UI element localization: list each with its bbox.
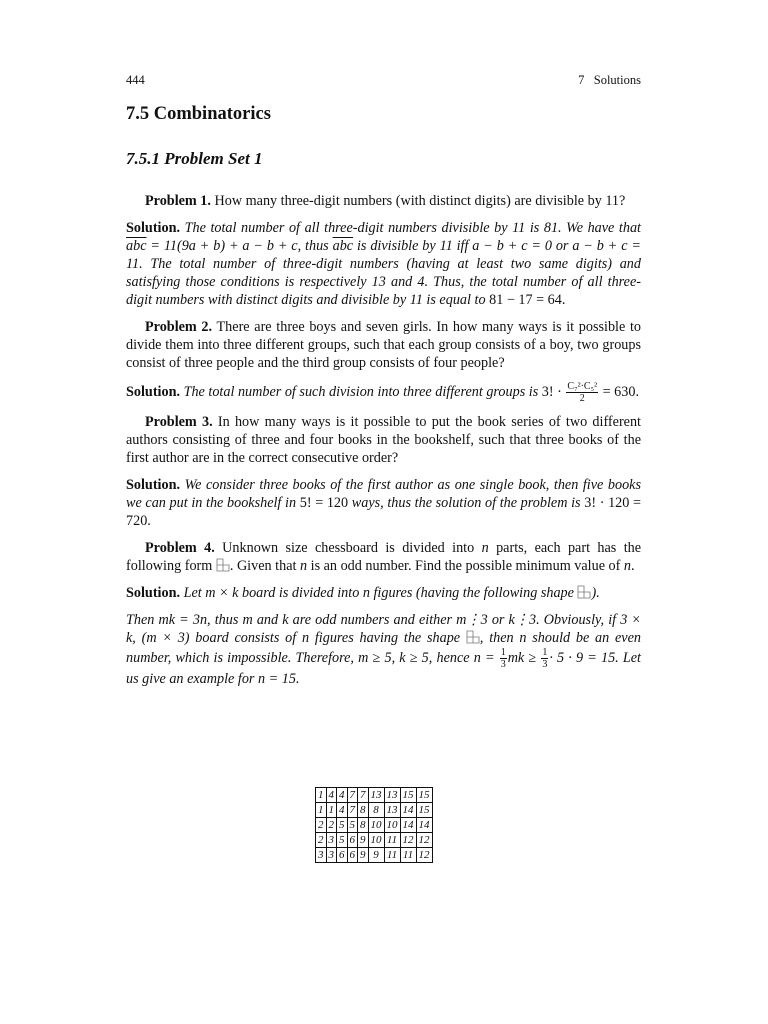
table-cell: 5	[337, 818, 348, 833]
table-cell: 1	[316, 803, 327, 818]
solution-4-text-f: · 5 · 9 = 15. Let us give an example for n = 15.	[126, 649, 641, 687]
solution-3-text-a: We consider three books of the first author as one single book, then five books we can put in the bookshelf in	[126, 477, 641, 511]
table-cell: 9	[358, 833, 369, 848]
solution-2-text-a: The total number of such division into three different groups is	[183, 383, 542, 400]
table-cell: 3	[316, 848, 327, 863]
one-third-fraction	[500, 647, 507, 670]
problem-2-text: There are three boys and seven girls. In how many ways is it possible to divide them into three different groups, such that each group consists of a boy, two groups consist of three people and the third group consists of four people?	[126, 319, 641, 371]
table-cell: 14	[400, 803, 416, 818]
table-cell: 1	[316, 788, 327, 803]
problem-4	[126, 539, 641, 575]
table-cell: 15	[400, 788, 416, 803]
fraction-denominator: 3	[542, 659, 548, 670]
table-cell: 10	[368, 818, 384, 833]
table-cell: 14	[416, 818, 432, 833]
fraction-denominator: 2	[579, 393, 585, 404]
solution-4-text-d: , then n should be an even number, which is impossible. Therefore, m ≥ 5, k ≥ 5, hence n =	[126, 630, 641, 666]
table-row	[316, 833, 433, 848]
running-head	[126, 73, 641, 88]
problem-3-label: Problem 3.	[145, 414, 213, 430]
table-cell: 2	[316, 833, 327, 848]
one-third-fraction	[541, 647, 548, 670]
table-cell: 6	[347, 833, 358, 848]
solution-2-factorial: 3! ·	[541, 383, 562, 400]
solution-4-text-e: mk ≥	[507, 649, 541, 666]
solution-3-factorial: 5! = 120	[299, 495, 349, 511]
solution-3-label: Solution.	[126, 477, 181, 493]
solution-4-text-a: Let m × k board is divided into n figures (having the following shape	[183, 585, 578, 601]
table-cell: 2	[326, 818, 337, 833]
problem-4-text-a: Unknown size chessboard is divided into	[222, 540, 482, 556]
problem-4-text-e: .	[631, 558, 635, 574]
table-row	[316, 803, 433, 818]
solution-1	[126, 219, 641, 309]
table-row	[316, 848, 433, 863]
solution-4-text-b: ).	[591, 585, 600, 601]
table-cell: 4	[337, 788, 348, 803]
solution-2	[126, 381, 641, 404]
body-text	[126, 192, 641, 697]
table-cell: 2	[316, 818, 327, 833]
solution-1-label: Solution.	[126, 220, 181, 236]
solution-4-text-c: Then mk = 3n, thus m and k are odd numbers and either m⋮3 or k⋮3. Obviously, if 3 × k, (m × 3) board consists of n figures having the shape	[126, 612, 641, 646]
table-cell: 7	[347, 803, 358, 818]
l-tromino-shape-icon	[577, 585, 591, 599]
problem-1-text: How many three-digit numbers (with distinct digits) are divisible by 11?	[214, 193, 626, 209]
variable-n: n	[481, 540, 489, 556]
solution-4	[126, 584, 641, 602]
table-row	[316, 818, 433, 833]
table-cell: 4	[337, 803, 348, 818]
table-cell: 8	[368, 803, 384, 818]
solution-4-label: Solution.	[126, 585, 181, 601]
problem-4-text-d: is an odd number. Find the possible minimum value of	[307, 558, 624, 574]
solution-3-text-b: ways, thus the solution of the problem is	[348, 495, 585, 511]
variable-n: n	[623, 558, 631, 574]
table-cell: 13	[368, 788, 384, 803]
table-cell: 10	[368, 833, 384, 848]
problem-4-text-c: . Given that	[229, 558, 300, 574]
table-cell: 7	[358, 788, 369, 803]
problem-4-label: Problem 4.	[145, 540, 215, 556]
table-cell: 8	[358, 803, 369, 818]
table-cell: 12	[400, 833, 416, 848]
table-cell: 13	[384, 803, 400, 818]
l-tromino-shape-icon	[466, 630, 480, 644]
fraction-numerator: 1	[542, 647, 548, 658]
table-cell: 9	[368, 848, 384, 863]
problem-4-text-b: parts, each part has the following form	[126, 540, 642, 574]
table-cell: 8	[358, 818, 369, 833]
solution-2-result: = 630.	[599, 383, 639, 400]
section-title: 7.5 Combinatorics	[126, 104, 271, 124]
table-cell: 11	[400, 848, 416, 863]
fraction-denominator: 3	[500, 659, 506, 670]
table-cell: 7	[347, 788, 358, 803]
page-number: 444	[126, 73, 145, 87]
table-cell: 11	[384, 848, 400, 863]
table-cell: 9	[358, 848, 369, 863]
table-cell: 11	[384, 833, 400, 848]
table-cell: 3	[326, 833, 337, 848]
solution-3-result: 3! · 120 = 720.	[126, 495, 641, 529]
table-row	[316, 788, 433, 803]
table-cell: 12	[416, 833, 432, 848]
solution-1-text-c: is divisible by 11 iff a − b + c = 0 or a − b + c = 11. The total number of three-digit numbers (having at least two same digits) and satisfying those conditions is respectively 13 and 4. Thus, the total number of all three-digit numbers with distinct digits and divisible by 11 is equal to	[126, 238, 641, 308]
table-cell: 6	[337, 848, 348, 863]
table-cell: 15	[416, 788, 432, 803]
fraction-numerator: 1	[500, 647, 506, 658]
table-cell: 14	[400, 818, 416, 833]
chapter-title: 7 Solutions	[578, 73, 641, 87]
table-cell: 6	[347, 848, 358, 863]
table-cell: 5	[337, 833, 348, 848]
table-cell: 5	[347, 818, 358, 833]
l-tromino-shape-icon	[216, 558, 230, 572]
solution-3	[126, 476, 641, 530]
table-cell: 12	[416, 848, 432, 863]
tiling-table	[315, 787, 433, 863]
table-cell: 3	[326, 848, 337, 863]
solution-2-label: Solution.	[126, 383, 181, 400]
variable-n: n	[299, 558, 308, 574]
abc-overline-2: $\overline{abc}$	[332, 238, 354, 254]
solution-1-result: 81 − 17 = 64.	[489, 292, 566, 308]
table-cell: 15	[416, 803, 432, 818]
solution-1-text-a: The total number of all three-digit numbers divisible by 11 is 81. We have that	[184, 220, 641, 236]
table-cell: 13	[384, 788, 400, 803]
problem-2-label: Problem 2.	[145, 319, 213, 335]
abc-overline-1: $\overline{abc}$	[126, 238, 147, 254]
fraction-numerator: C₇²·C₅²	[567, 381, 598, 392]
table-cell: 10	[384, 818, 400, 833]
subsection-title: 7.5.1 Problem Set 1	[126, 149, 263, 168]
solution-4-continued	[126, 611, 641, 688]
problem-2	[126, 318, 641, 372]
problem-3	[126, 413, 641, 467]
tromino-tiling-grid	[315, 787, 433, 863]
problem-1-label: Problem 1.	[145, 193, 211, 209]
table-cell: 4	[326, 788, 337, 803]
table-cell: 1	[326, 803, 337, 818]
solution-2-fraction	[566, 381, 598, 404]
problem-1	[126, 192, 641, 210]
problem-3-text: In how many ways is it possible to put the book series of two different authors consisting of three and four books in the bookshelf, such that three books of the first author are in the correct consecutive order?	[126, 414, 642, 466]
solution-1-text-b: = 11(9a + b) + a − b + c, thus	[146, 238, 333, 254]
